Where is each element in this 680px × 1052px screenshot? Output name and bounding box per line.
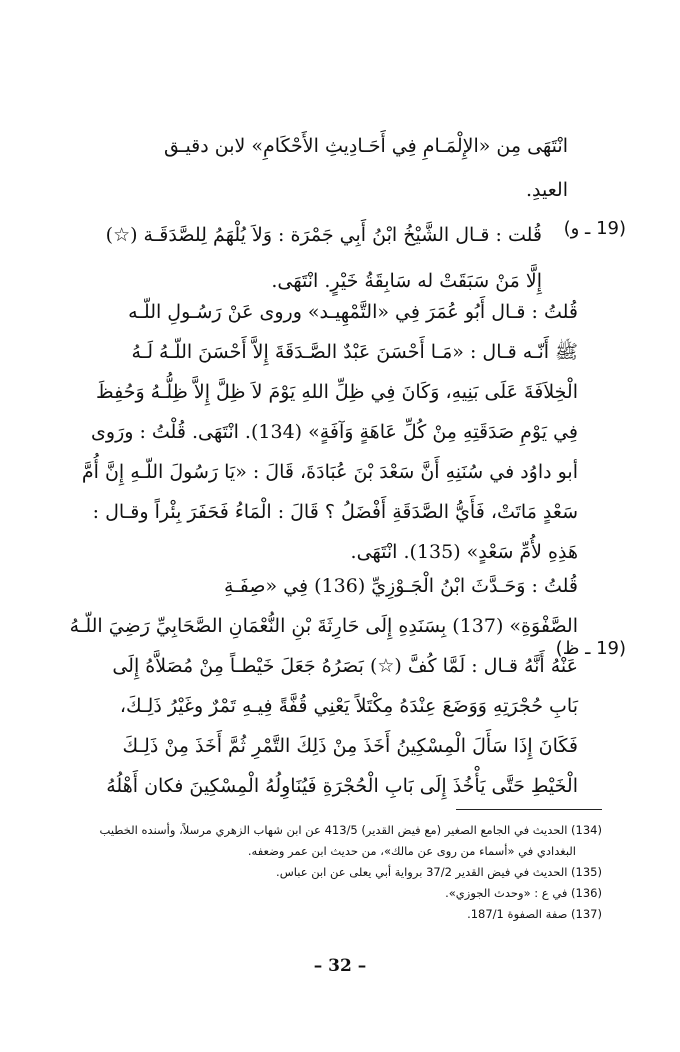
- text-line: إِلَّا مَنْ سَبَقَتْ له سَابِقَةُ خَيْرٍ. انْتَهَى.: [271, 270, 542, 292]
- text-line: الْخِلاَفَةَ عَلَى بَنِيهِ، وَكَانَ فِي ظِلِّ اللهِ يَوْمَ لاَ ظِلَّ إِلاَّ ظِلُّـهُ وَحُفِظَ: [96, 381, 578, 403]
- text-line: قُلتُ : وَحَـدَّثَ ابْنُ الْجَـوْزِيِّ (136) فِي «صِفَـةِ: [224, 575, 578, 597]
- text-line: ﷺ أَنّـه قـال : «مَـا أَحْسَنَ عَبْدٌ الصَّـدَقَةَ إِلاَّ أَحْسَنَ اللّـهُ لَـهُ: [131, 341, 578, 363]
- text-line: الصَّفْوَةِ» (137) بِسَنَدِهِ إِلَى حَارِثَةَ بْنِ النُّعْمَانِ الصَّحَابِيِّ رَضِيَ اللّـهُ: [69, 615, 578, 637]
- text-line: العيدِ.: [526, 179, 568, 201]
- paragraph: [87, 212, 542, 304]
- footnote: (135) الحديث في فيض القدير 37/2 برواية أبي يعلى عن ابن عباس.: [276, 865, 602, 879]
- text-line: سَعْدٍ مَاتَتْ، فَأَيُّ الصَّدَقَةِ أَفْضَلُ ؟ قَالَ : الْمَاءُ فَحَفَرَ بِئْراً وقـال :: [92, 501, 578, 523]
- text-line: قُلت : قـال الشَّيْخُ ابْنُ أَبِي جَمْرَة : وَلاَ يُلْهَمُ لِلصَّدَقَـة (☆): [105, 224, 542, 246]
- text-line: انْتَهَى مِن «الإِلْمَـامِ فِي أَحَـادِيثِ الأَحْكَامِ» لابن دقيـق: [164, 135, 568, 157]
- footnotes: [62, 820, 602, 925]
- paragraph: [53, 124, 568, 212]
- paragraph: [58, 292, 578, 572]
- text-line: فِي يَوْمِ صَدَقَتِهِ مِنْ كُلِّ عَاهَةٍ وَآفَةٍ» (134). انْتَهَى. قُلْتُ : ورَوى: [91, 421, 578, 443]
- footnote-continuation: البغدادي في «أسماء من روى عن مالك»، من حديث ابن عمر وضعفه.: [247, 844, 576, 858]
- paragraph: [58, 566, 578, 806]
- manuscript-folio-marker: (19 ـ و): [563, 218, 626, 239]
- footnote-divider: [456, 809, 602, 810]
- footnote: (134) الحديث في الجامع الصغير (مع فيض القدير) 413/5 عن ابن شهاب الزهري مرسلاً، وأسنده الخطيب: [99, 823, 602, 837]
- text-line: بَابِ حُجْرَتِهِ وَوَضَعَ عِنْدَهُ مِكْتَلاً يَعْنِي قُفَّةً فِيـهِ تَمْرٌ وغَيْرُ ذَلِـكَ،: [119, 695, 578, 717]
- text-line: أبو داوُد في سُنَنِهِ أَنَّ سَعْدَ بْنَ عُبَادَةَ، قَالَ : «يَا رَسُولَ اللّـهِ إِنَّ أُمَّ: [81, 461, 578, 483]
- manuscript-folio-marker: (19 ـ ظ): [555, 638, 626, 659]
- text-line: فَكَانَ إِذَا سَأَلَ الْمِسْكِينُ أَخَذَ مِنْ ذَلِكَ التَّمْرِ ثُمَّ أَخَذَ مِنْ ذَلِـكَ: [122, 735, 578, 757]
- text-line: الْخَيْطِ حَتَّى يَأْخُذَ إِلَى بَابِ الْحُجْرَةِ فَيُنَاوِلُهُ الْمِسْكِينَ فكان أَهْلُهُ: [106, 775, 578, 797]
- footnote: (137) صفة الصفوة 187/1.: [467, 907, 602, 921]
- page-number: – 32 –: [313, 956, 367, 976]
- footnote: (136) في ع : «وحدث الجوزي».: [445, 886, 602, 900]
- text-line: قُلتُ : قـال أَبُو عُمَرَ فِي «التَّمْهِيـد» وروى عَنْ رَسُـولِ اللّـه: [128, 301, 578, 323]
- text-line: عَنْهُ أَنَّهُ قـال : لَمَّا كُفَّ (☆) بَصَرُهُ جَعَلَ خَيْطـاً مِنْ مُصَلاَّهُ إِلَى: [112, 655, 578, 677]
- text-line: هَذِهِ لأُمِّ سَعْدٍ» (135). انْتَهَى.: [350, 541, 578, 563]
